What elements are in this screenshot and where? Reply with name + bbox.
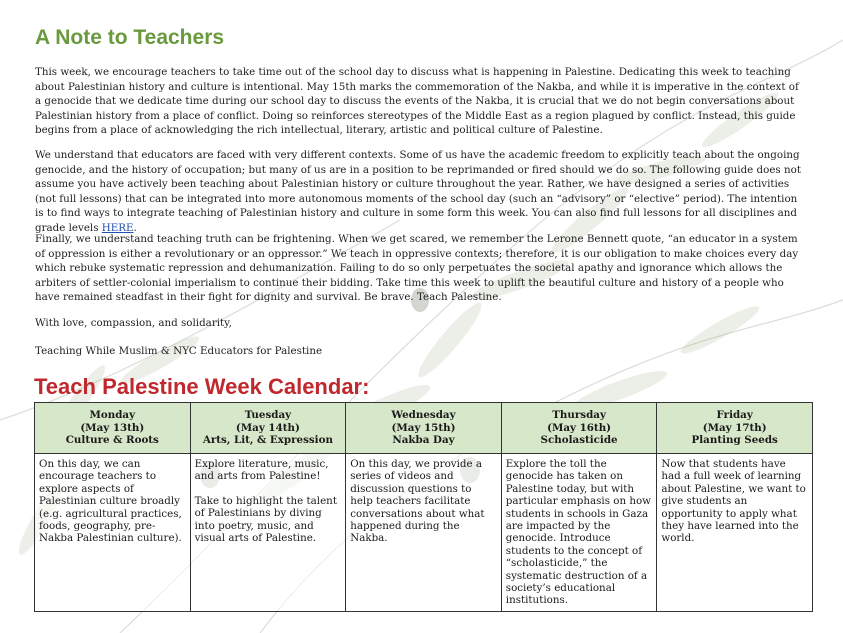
context-paragraph-end: . [133,221,137,234]
closing-salutation: With love, compassion, and solidarity, [35,317,232,329]
day-date: (May 13th) [80,421,145,434]
intro-paragraph: This week, we encourage teachers to take time out of the school day to discuss what is happening in Palestine. Dedicating this week to teaching about Palestinian history and culture is intentional. May 15th marks the commemoration of the Nakba, and while it is imperative in the context of a genocide that we dedicate time during our school day to discuss the events of the Nakba, it is crucial that we do not begin conversations about Palestinian history from a place of conflict. Doing so reinforces stereotypes of the Middle East as a region plagued by conflict. Instead, this guide begins from a place of acknowledging the rich intellectual, literary, artistic and political culture of Palestine. [35,66,799,137]
context-paragraph-text: We understand that educators are faced with very different contexts. Some of us have the academic freedom to explicitly teach about the ongoing genocide, and the history of occupation; but many of us are in a position to be reprimanded or fired should we do so. The following guide does not assume you have actively been teaching about Palestinian history or culture throughout the year. Rather, we have designed a series of activities (not full lessons) that can be integrated into more autonomous moments of the school day (such an “advisory” or “elective” period). The intention is to find ways to integrate teaching of Palestinian history and culture in some form this week. You can also find full lessons for all disciplines and grade levels [35,149,801,234]
calendar-cell-tuesday [190,454,346,612]
day-name: Tuesday [244,409,292,422]
day-date: (May 16th) [547,421,612,434]
cell-text: Explore the toll the genocide has taken on Palestine today, but with particular emphasis on how students in schools in Gaza are impacted by the genocide. Introduce students to the concept of “scholasticide,” the systematic destruction of a society’s educational institutions. [505,458,651,607]
day-name: Thursday [552,409,606,422]
signature: Teaching While Muslim & NYC Educators for Palestine [35,345,323,357]
context-paragraph [35,148,805,236]
day-theme: Nakba Day [392,434,455,447]
cell-text: Explore literature, music, and arts from Palestine! [194,458,329,483]
calendar-header-friday [657,403,813,454]
calendar-header-tuesday [190,403,346,454]
calendar-header-monday [35,403,191,454]
calendar-cell-friday [657,454,813,612]
day-theme: Scholasticide [540,434,618,447]
here-link[interactable]: HERE [101,221,134,234]
calendar-body-row [35,454,813,612]
calendar-header-thursday [501,403,657,454]
calendar-header-row [35,403,813,454]
calendar-cell-thursday [501,454,657,612]
day-theme: Planting Seeds [691,434,778,447]
cell-text: Now that students have had a full week of learning about Palestine, we want to give students an opportunity to apply what they have learned into the world. [661,458,806,545]
cell-text: On this day, we can encourage teachers to explore aspects of Palestinian culture broadly (e.g. agricultural practices, foods, geography, pre-Nakba Palestinian culture). [39,458,182,545]
calendar-header-wednesday [346,403,502,454]
day-date: (May 15th) [391,421,456,434]
closing-paragraph: Finally, we understand teaching truth can be frightening. When we get scared, we remember the Lerone Bennett quote, “an educator in a system of oppression is either a revolutionary or an oppressor.” We teach in oppressive contexts; therefore, it is our obligation to make choices every day which rebuke systematic repression and dehumanization. Failing to do so only perpetuates the societal apathy and ignorance which allows the arbiters of settler-colonial imperialism to continue their bidding. Take time this week to uplift the beautiful culture and history of a people who have remained steadfast in their fight for dignity and survival. Be brave. Teach Palestine. [35,233,799,304]
note-title: A Note to Teachers [35,26,225,49]
cell-text: Take to highlight the talent of Palestinians by diving into poetry, music, and visual arts of Palestine. [194,494,337,545]
calendar-table [34,402,813,612]
day-name: Wednesday [391,409,456,422]
calendar-cell-wednesday [346,454,502,612]
day-theme: Culture & Roots [65,434,159,447]
day-theme: Arts, Lit, & Expression [202,434,333,447]
day-date: (May 17th) [702,421,767,434]
day-name: Monday [89,409,136,422]
calendar-title: Teach Palestine Week Calendar: [34,374,370,399]
day-name: Friday [716,409,753,422]
day-date: (May 14th) [235,421,300,434]
cell-text: On this day, we provide a series of videos and discussion questions to help teachers facilitate conversations about what happened during the Nakba. [350,458,485,545]
calendar-cell-monday [35,454,191,612]
